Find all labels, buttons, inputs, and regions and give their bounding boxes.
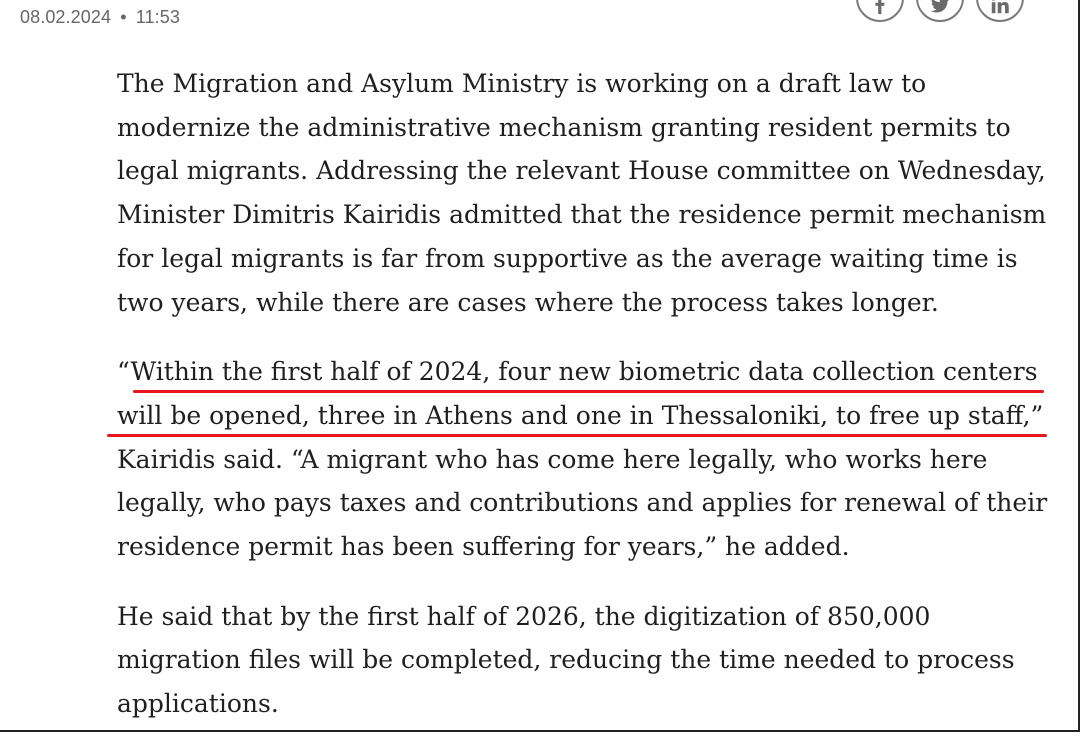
text-line: residence permit has been suffering for years,” he added. bbox=[117, 532, 850, 562]
text-line: applications. bbox=[117, 689, 279, 719]
text-line: legally, who pays taxes and contributions and applies for renewal of their bbox=[117, 488, 1048, 518]
article-paragraph-3 bbox=[117, 595, 1047, 726]
text-line: The Migration and Asylum Ministry is working on a draft law to bbox=[117, 69, 927, 98]
highlighted-quote-line-2 bbox=[117, 394, 1047, 438]
article-date: 08.02.2024 bbox=[20, 7, 112, 27]
meta-separator: • bbox=[120, 7, 127, 27]
twitter-icon bbox=[929, 0, 951, 16]
text-line: two years, while there are cases where the process takes longer. bbox=[117, 287, 939, 317]
article-timestamp bbox=[20, 7, 180, 28]
linkedin-icon bbox=[989, 0, 1011, 16]
text-line: modernize the administrative mechanism granting resident permits to bbox=[117, 112, 1011, 142]
text-line: Kairidis said. “A migrant who has come here legally, who works here bbox=[117, 444, 988, 474]
share-facebook-button[interactable] bbox=[856, 0, 904, 22]
article-paragraph-2 bbox=[117, 350, 1047, 569]
red-underline-annotation: “Within the first half of 2024, four new biometric data collection centers bbox=[117, 350, 1038, 394]
red-underline-annotation: will be opened, three in Athens and one in Thessaloniki, to free up staff,” bbox=[117, 394, 1043, 438]
text-line: for legal migrants is far from supportive as the average waiting time is bbox=[117, 243, 1018, 273]
text-line: Minister Dimitris Kairidis admitted that the residence permit mechanism bbox=[117, 200, 1047, 230]
article-body bbox=[117, 62, 1047, 752]
text-line: legal migrants. Addressing the relevant House committee on Wednesday, bbox=[117, 156, 1046, 186]
text-line: migration files will be completed, reducing the time needed to process bbox=[117, 645, 1015, 675]
share-buttons bbox=[856, 0, 1024, 22]
facebook-icon bbox=[869, 0, 891, 16]
article-paragraph-1 bbox=[117, 62, 1047, 324]
text-line: He said that by the first half of 2026, the digitization of 850,000 bbox=[117, 601, 931, 631]
share-twitter-button[interactable] bbox=[916, 0, 964, 22]
highlighted-quote-line-1 bbox=[117, 350, 1047, 394]
share-linkedin-button[interactable] bbox=[976, 0, 1024, 22]
article-time: 11:53 bbox=[135, 7, 180, 27]
